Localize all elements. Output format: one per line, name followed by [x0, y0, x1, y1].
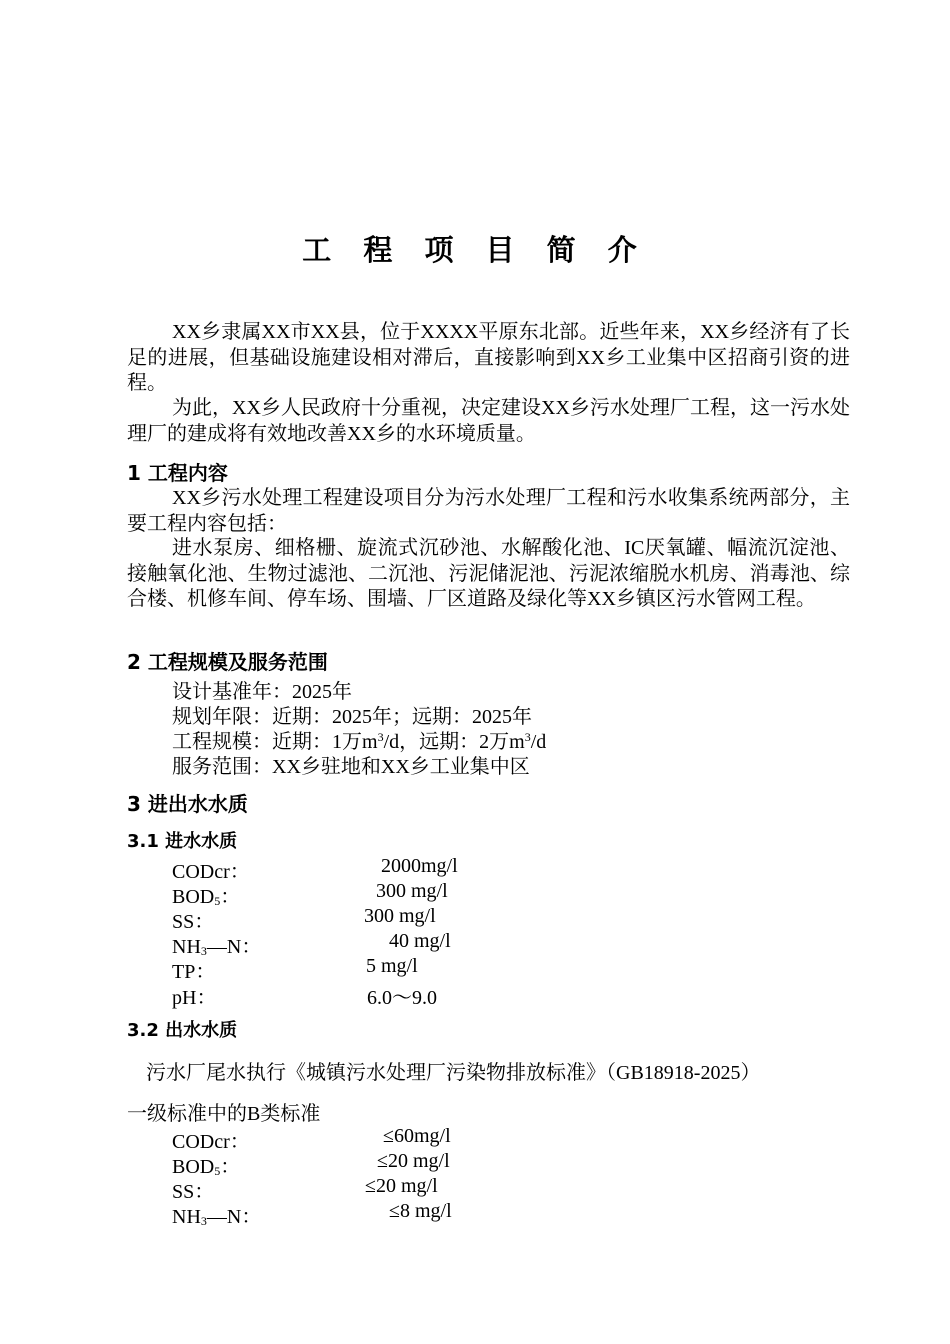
service-area: 服务范围：XX乡驻地和XX乡工业集中区: [172, 756, 530, 778]
influent-label-ph: pH：: [172, 987, 217, 1009]
design-base-year: 设计基准年：2025年: [172, 681, 352, 703]
effluent-label-ss: SS：: [172, 1181, 215, 1203]
planning-period: 规划年限：近期：2025年；远期：2025年: [172, 706, 532, 728]
influent-value-ss: 300 mg/l: [364, 905, 436, 927]
influent-value-tp: 5 mg/l: [366, 955, 418, 977]
influent-value-bod5: 300 mg/l: [376, 880, 448, 902]
effluent-value-nh3n: ≤8 mg/l: [389, 1200, 452, 1222]
influent-value-ph: 6.0～9.0: [367, 987, 437, 1009]
influent-label-tp: TP：: [172, 961, 216, 983]
effluent-value-codcr: ≤60mg/l: [383, 1125, 451, 1147]
effluent-label-codcr: CODcr：: [172, 1131, 250, 1153]
effluent-standard-line-2: 一级标准中的B类标准: [127, 1103, 321, 1125]
effluent-value-bod5: ≤20 mg/l: [377, 1150, 450, 1172]
page-title: 工 程 项 目 简 介: [302, 233, 648, 267]
influent-label-nh3n: $NH_3—N$：: [172, 936, 262, 958]
influent-label-bod5: $BOD_5$：: [172, 886, 241, 908]
effluent-label-nh3n: $NH_3—N$：: [172, 1206, 262, 1228]
section-1-heading: 1 工程内容: [127, 461, 228, 485]
section-1-paragraph-1: XX乡污水处理工程建设项目分为污水处理厂工程和污水收集系统两部分，主要工程内容包括：: [127, 487, 850, 535]
influent-label-ss: SS：: [172, 911, 215, 933]
influent-value-codcr: 2000mg/l: [381, 855, 458, 877]
intro-paragraph-1: XX乡隶属XX市XX县，位于XXXX平原东北部。近些年来，XX乡经济有了长足的进展，但基础设施建设相对滞后，直接影响到XX乡工业集中区招商引资的进程。: [127, 321, 850, 394]
influent-label-codcr: CODcr：: [172, 861, 250, 883]
intro-paragraph-2: 为此，XX乡人民政府十分重视，决定建设XX乡污水处理厂工程，这一污水处理厂的建成将有效地改善XX乡的水环境质量。: [127, 397, 850, 445]
project-scale: 工程规模：近期：1万$m^3/d$，远期：2万$m^3/d$: [172, 730, 547, 753]
influent-value-nh3n: 40 mg/l: [389, 930, 451, 952]
section-3-2-heading: 3.2 出水水质: [127, 1020, 238, 1041]
section-3-1-heading: 3.1 进水水质: [127, 831, 238, 852]
section-3-heading: 3 进出水水质: [127, 792, 248, 816]
effluent-value-ss: ≤20 mg/l: [365, 1175, 438, 1197]
effluent-standard-line-1: 污水厂尾水执行《城镇污水处理厂污染物排放标准》（GB18918-2025）: [146, 1062, 761, 1084]
section-1-paragraph-2: 进水泵房、细格栅、旋流式沉砂池、水解酸化池、IC厌氧罐、幅流沉淀池、接触氧化池、生物过滤池、二沉池、污泥储泥池、污泥浓缩脱水机房、消毒池、综合楼、机修车间、停车场、围墙、厂区道路及绿化等XX乡镇区污水管网工程。: [127, 537, 850, 610]
effluent-label-bod5: $BOD_5$：: [172, 1156, 241, 1178]
section-2-heading: 2 工程规模及服务范围: [127, 650, 328, 674]
